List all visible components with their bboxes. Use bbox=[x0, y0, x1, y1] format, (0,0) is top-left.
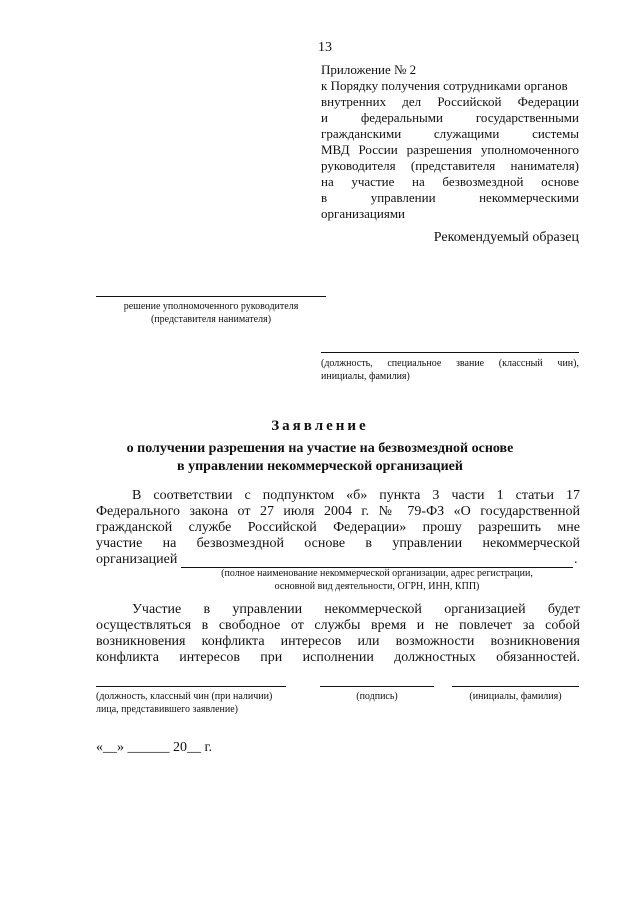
signature-caption: (подпись) bbox=[356, 691, 398, 702]
subtitle-line: о получении разрешения на участие на безвозмездной основе bbox=[126, 441, 514, 456]
paragraph-line: возникновения конфликта интересов или возможности возникновения bbox=[96, 634, 580, 649]
document-subtitle bbox=[0, 440, 640, 476]
organization-caption bbox=[181, 567, 573, 593]
name-caption: (инициалы, фамилия) bbox=[469, 691, 562, 702]
subtitle-line: в управлении некоммерческой организацией bbox=[177, 459, 463, 474]
document-title: Заявление bbox=[271, 418, 369, 434]
annex-line: МВД России разрешения уполномоченного bbox=[321, 142, 579, 157]
position-caption-line: инициалы, фамилия) bbox=[321, 371, 410, 382]
annex-line: организациями bbox=[321, 206, 405, 221]
organization-caption-line: (полное наименование некоммерческой организации, адрес регистрации, bbox=[221, 568, 533, 579]
position-caption-line: (должность, специальное звание (классный чин), bbox=[321, 358, 579, 369]
annex-line: гражданскими служащими системы bbox=[321, 126, 579, 141]
organization-row bbox=[96, 552, 580, 568]
page-number: 13 bbox=[318, 40, 332, 55]
decision-caption bbox=[96, 300, 326, 326]
paragraph-line: В соответствии с подпунктом «б» пункта 3 части 1 статьи 17 bbox=[132, 488, 580, 503]
position-blank-line[interactable] bbox=[321, 352, 579, 353]
annex-line: в управлении некоммерческими bbox=[321, 190, 579, 205]
paragraph-line: гражданской службе Российской Федерации» прошу разрешить мне bbox=[96, 520, 580, 535]
organization-label: организацией bbox=[96, 552, 178, 567]
paragraph-line: конфликта интересов при исполнении должностных обязанностей. bbox=[96, 650, 580, 665]
signature-blank-line[interactable] bbox=[320, 686, 434, 687]
annex-header bbox=[321, 62, 579, 222]
decision-caption-line: (представителя нанимателя) bbox=[150, 314, 272, 325]
annex-line: на участие на безвозмездной основе bbox=[321, 174, 579, 189]
name-blank-line[interactable] bbox=[452, 686, 579, 687]
organization-period: . bbox=[574, 552, 578, 567]
paragraph-line: осуществляться в свободное от службы время и не повлечет за собой bbox=[96, 618, 580, 633]
paragraph-line: участие на безвозмездной основе в управлении некоммерческой bbox=[96, 536, 580, 551]
recommended-sample-label: Рекомендуемый образец bbox=[433, 230, 579, 245]
paragraph-line: Федерального закона от 27 июля 2004 г. № 79-ФЗ «О государственной bbox=[96, 504, 580, 519]
signer-position-caption bbox=[96, 690, 296, 716]
participation-paragraph bbox=[96, 602, 580, 666]
annex-line: Приложение № 2 bbox=[321, 62, 417, 77]
annex-line: к Порядку получения сотрудниками органов bbox=[321, 78, 568, 93]
position-caption bbox=[321, 357, 579, 383]
date-field[interactable]: «__» ______ 20__ г. bbox=[96, 740, 213, 755]
signer-caption-line: (должность, классный чин (при наличии) bbox=[96, 691, 273, 702]
decision-blank-line[interactable] bbox=[96, 296, 326, 297]
organization-caption-line: основной вид деятельности, ОГРН, ИНН, КПП) bbox=[274, 581, 480, 592]
annex-line: внутренних дел Российской Федерации bbox=[321, 94, 579, 109]
decision-caption-line: решение уполномоченного руководителя bbox=[123, 301, 299, 312]
request-paragraph bbox=[96, 488, 580, 552]
signer-position-blank-line[interactable] bbox=[96, 686, 286, 687]
annex-line: руководителя (представителя нанимателя) bbox=[321, 158, 579, 173]
paragraph-line: Участие в управлении некоммерческой организацией будет bbox=[132, 602, 580, 617]
annex-line: и федеральными государственными bbox=[321, 110, 579, 125]
signer-caption-line: лица, представившего заявление) bbox=[96, 704, 239, 715]
